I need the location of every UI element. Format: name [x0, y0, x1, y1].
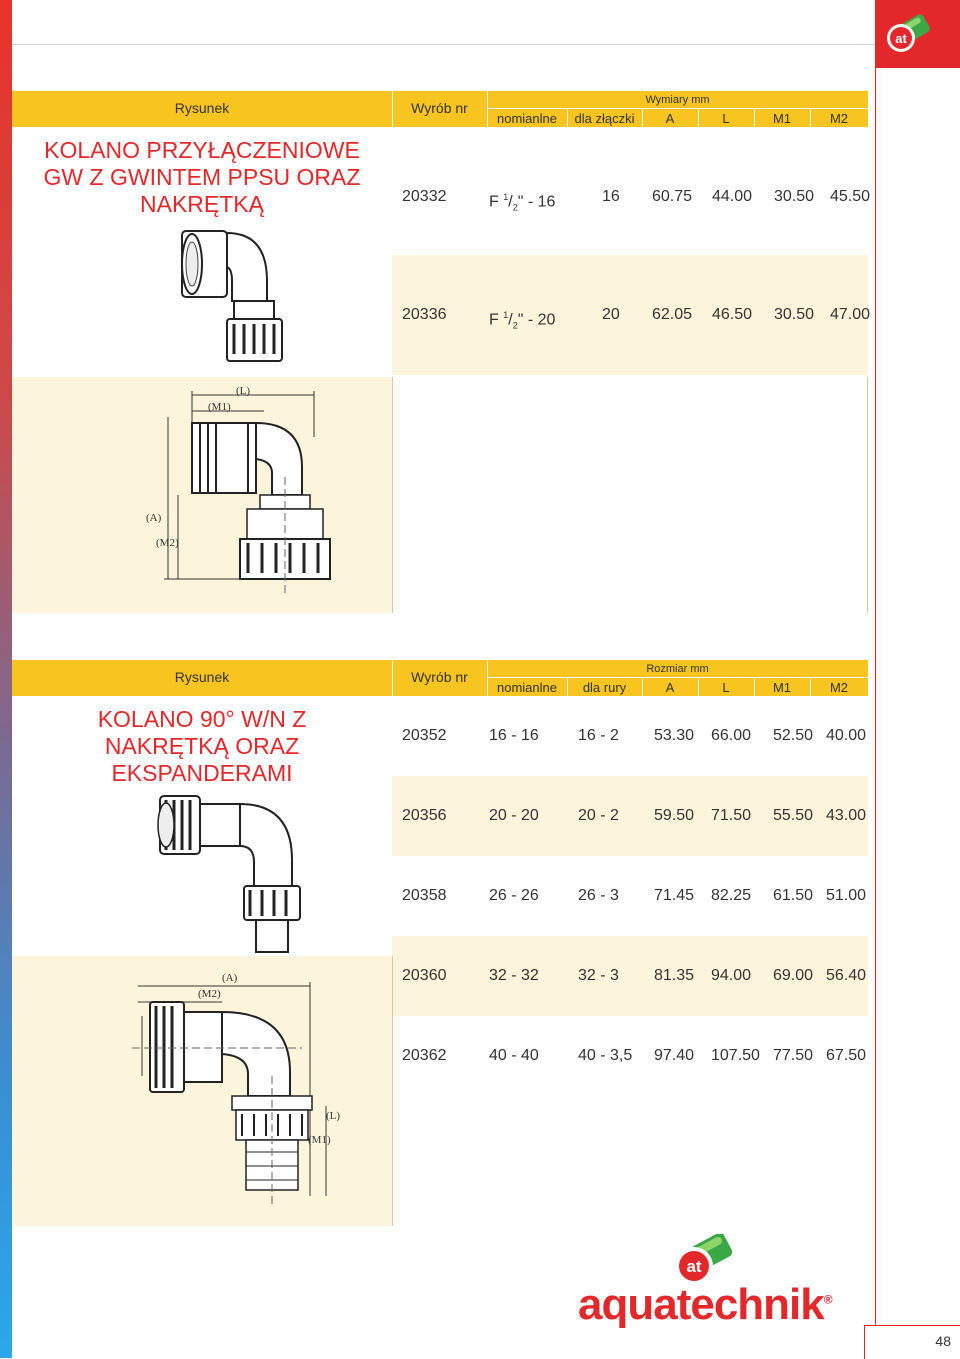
cell-fitting: 16 — [602, 188, 620, 205]
cell-product: 20356 — [402, 807, 447, 824]
header-A: A — [665, 111, 675, 126]
right-margin-panel — [875, 0, 960, 1358]
cell-M2: 56.40 — [826, 967, 867, 984]
cell-M1: 61.50 — [773, 887, 814, 904]
cell-M1: 77.50 — [773, 1047, 814, 1064]
cell-product: 20352 — [402, 727, 447, 744]
header-drawing: Rysunek — [174, 669, 230, 685]
cell-M1: 30.50 — [774, 188, 815, 205]
cell-M2: 40.00 — [826, 727, 867, 744]
cell-A: 62.05 — [652, 306, 693, 323]
fitting-20352-technical-drawing — [122, 956, 342, 1216]
page-number-box — [864, 1325, 960, 1359]
dim-A: (A) — [222, 972, 238, 984]
page-number: 48 — [935, 1333, 951, 1349]
table2-row-20356 — [392, 776, 868, 856]
left-gradient-bar — [0, 0, 12, 1358]
cell-M2: 47.00 — [830, 306, 871, 323]
cell-L: 71.50 — [711, 807, 752, 824]
dim-A: (A) — [146, 512, 162, 524]
dim-M2: (M2) — [156, 537, 179, 549]
cell-nominal: 40 - 40 — [489, 1047, 539, 1064]
aquatechnik-mini-logo-icon — [884, 14, 932, 58]
table2-row-20352 — [392, 696, 868, 776]
cell-L: 46.50 — [712, 306, 753, 323]
cell-M2: 43.00 — [826, 807, 867, 824]
cell-A: 59.50 — [654, 807, 695, 824]
header-dimensions: Rozmiar mm — [646, 663, 709, 675]
logo-text: at — [686, 1257, 702, 1276]
table1-title-line1: KOLANO PRZYŁĄCZENIOWE — [44, 137, 360, 163]
fitting-20352-photo-icon — [152, 790, 312, 960]
header-A: A — [665, 680, 675, 695]
table2-row-20358 — [392, 856, 868, 936]
table1-title-line2: GW Z GWINTEM PPSU ORAZ — [43, 164, 361, 190]
cell-pipe: 20 - 2 — [578, 807, 619, 824]
cell-L: 94.00 — [711, 967, 752, 984]
dim-M1: (M1) — [208, 401, 231, 413]
cell-product: 20332 — [402, 188, 447, 205]
cell-M1: 52.50 — [773, 727, 814, 744]
header-drawing: Rysunek — [174, 100, 230, 116]
table2-row-20362 — [392, 1016, 868, 1096]
cell-A: 53.30 — [654, 727, 695, 744]
header-dimensions: Wymiary mm — [645, 94, 710, 106]
header-M1: M1 — [772, 680, 792, 695]
header-nominal: nomianlne — [497, 680, 557, 695]
header-nominal: nomianlne — [497, 111, 557, 126]
table1-header — [12, 91, 868, 127]
cell-product: 20360 — [402, 967, 447, 984]
dim-M2: (M2) — [198, 988, 221, 1000]
cell-M1: 30.50 — [774, 306, 815, 323]
cell-nominal: 32 - 32 — [489, 967, 539, 984]
cell-nominal: F $^1/_2$" - 20 — [489, 310, 556, 331]
header-for-fitting: dla złączki — [574, 111, 635, 126]
mini-logo-text: at — [895, 31, 907, 46]
dim-L: (L) — [236, 385, 251, 397]
header-product: Wyrób nr — [411, 669, 468, 685]
header-M2: M2 — [829, 680, 849, 695]
table1-title — [12, 137, 392, 218]
table1-row-20336 — [392, 255, 871, 375]
cell-M2: 51.00 — [826, 887, 867, 904]
cell-pipe: 40 - 3,5 — [578, 1047, 633, 1064]
cell-L: 66.00 — [711, 727, 752, 744]
cell-A: 97.40 — [654, 1047, 695, 1064]
brand-registered: ® — [823, 1292, 832, 1307]
cell-pipe: 32 - 3 — [578, 967, 619, 984]
table-kolano-przylaczeniowe — [12, 91, 871, 613]
fitting-20332-photo-icon — [172, 221, 292, 371]
brand-wordmark — [578, 1280, 832, 1330]
table2-title-line3: EKSPANDERAMI — [111, 760, 293, 786]
cell-M1: 55.50 — [773, 807, 814, 824]
header-for-pipe: dla rury — [582, 680, 627, 695]
table-kolano-90 — [12, 660, 868, 1226]
table1-title-line3: NAKRĘTKĄ — [140, 191, 264, 217]
cell-L: 82.25 — [711, 887, 752, 904]
cell-pipe: 26 - 3 — [578, 887, 619, 904]
table2-row-20360 — [392, 936, 868, 1016]
header-M1: M1 — [772, 111, 792, 126]
right-margin-body — [875, 68, 960, 1358]
cell-M2: 45.50 — [830, 188, 871, 205]
header-product: Wyrób nr — [411, 100, 468, 116]
table2-title — [12, 706, 392, 787]
cell-nominal: 20 - 20 — [489, 807, 539, 824]
cell-A: 71.45 — [654, 887, 695, 904]
cell-product: 20358 — [402, 887, 447, 904]
cell-product: 20336 — [402, 306, 447, 323]
cell-nominal: 26 - 26 — [489, 887, 539, 904]
cell-fitting: 20 — [602, 306, 620, 323]
table2-title-line1: KOLANO 90° W/N Z — [97, 706, 307, 732]
header-L: L — [722, 111, 730, 126]
table2-header — [12, 660, 868, 696]
cell-L: 44.00 — [712, 188, 753, 205]
dim-M1: (M1) — [308, 1134, 331, 1146]
cell-product: 20362 — [402, 1047, 447, 1064]
cell-A: 81.35 — [654, 967, 695, 984]
cell-nominal: 16 - 16 — [489, 727, 539, 744]
top-divider — [12, 0, 875, 45]
header-M2: M2 — [829, 111, 849, 126]
fitting-20332-technical-drawing — [152, 377, 332, 613]
table2-title-line2: NAKRĘTKĄ ORAZ — [104, 733, 300, 759]
cell-L: 107.50 — [711, 1047, 760, 1064]
brand-name: aquatechnik — [578, 1280, 824, 1329]
right-margin-line — [875, 68, 876, 1328]
cell-M1: 69.00 — [773, 967, 814, 984]
cell-pipe: 16 - 2 — [578, 727, 619, 744]
dim-L: (L) — [326, 1110, 341, 1122]
cell-M2: 67.50 — [826, 1047, 867, 1064]
table1-row-20332 — [392, 157, 871, 237]
header-L: L — [722, 680, 730, 695]
cell-A: 60.75 — [652, 188, 693, 205]
cell-nominal: F $^1/_2$" - 16 — [489, 192, 556, 213]
